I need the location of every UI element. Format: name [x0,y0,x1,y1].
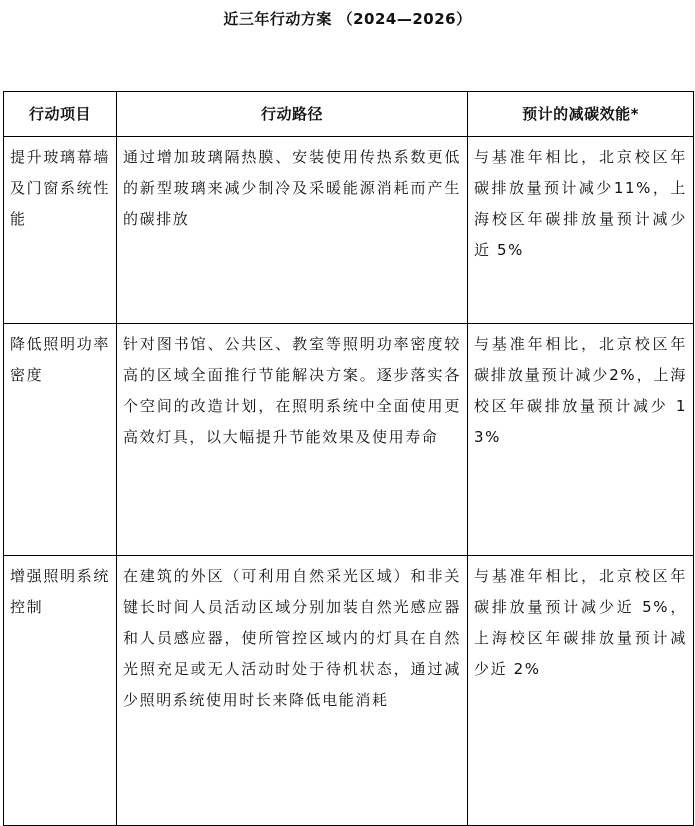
carbon-reduction-cell: 与基准年相比，北京校区年碳排放量预计减少11%，上海校区年碳排放量预计减少近 5% [468,137,694,324]
carbon-reduction-cell: 与基准年相比，北京校区年碳排放量预计减少近 5%，上海校区年碳排放量预计减少近 2% [468,556,694,826]
action-item-cell: 降低照明功率密度 [4,324,117,556]
action-plan-table [3,91,694,826]
action-item-cell: 提升玻璃幕墙及门窗系统性能 [4,137,117,324]
action-item-cell: 增强照明系统控制 [4,556,117,826]
carbon-reduction-cell: 与基准年相比，北京校区年碳排放量预计减少2%，上海校区年碳排放量预计减少 13% [468,324,694,556]
action-path-cell: 针对图书馆、公共区、教室等照明功率密度较高的区域全面推行节能解决方案。逐步落实各个空间的改造计划，在照明系统中全面使用更高效灯具，以大幅提升节能效果及使用寿命 [117,324,468,556]
table-row [4,137,694,324]
table-row [4,556,694,826]
table-row [4,324,694,556]
action-path-cell: 通过增加玻璃隔热膜、安装使用传热系数更低的新型玻璃来减少制冷及采暖能源消耗而产生的碳排放 [117,137,468,324]
header-expected-carbon-reduction: 预计的减碳效能* [468,92,694,137]
document-title: 近三年行动方案 （2024—2026） [223,10,472,28]
table-header-row [4,92,694,137]
header-action-path: 行动路径 [117,92,468,137]
header-action-item: 行动项目 [4,92,117,137]
action-path-cell: 在建筑的外区（可利用自然采光区域）和非关键长时间人员活动区域分别加装自然光感应器和人员感应器，使所管控区域内的灯具在自然光照充足或无人活动时处于待机状态，通过减少照明系统使用时长来降低电能消耗 [117,556,468,826]
